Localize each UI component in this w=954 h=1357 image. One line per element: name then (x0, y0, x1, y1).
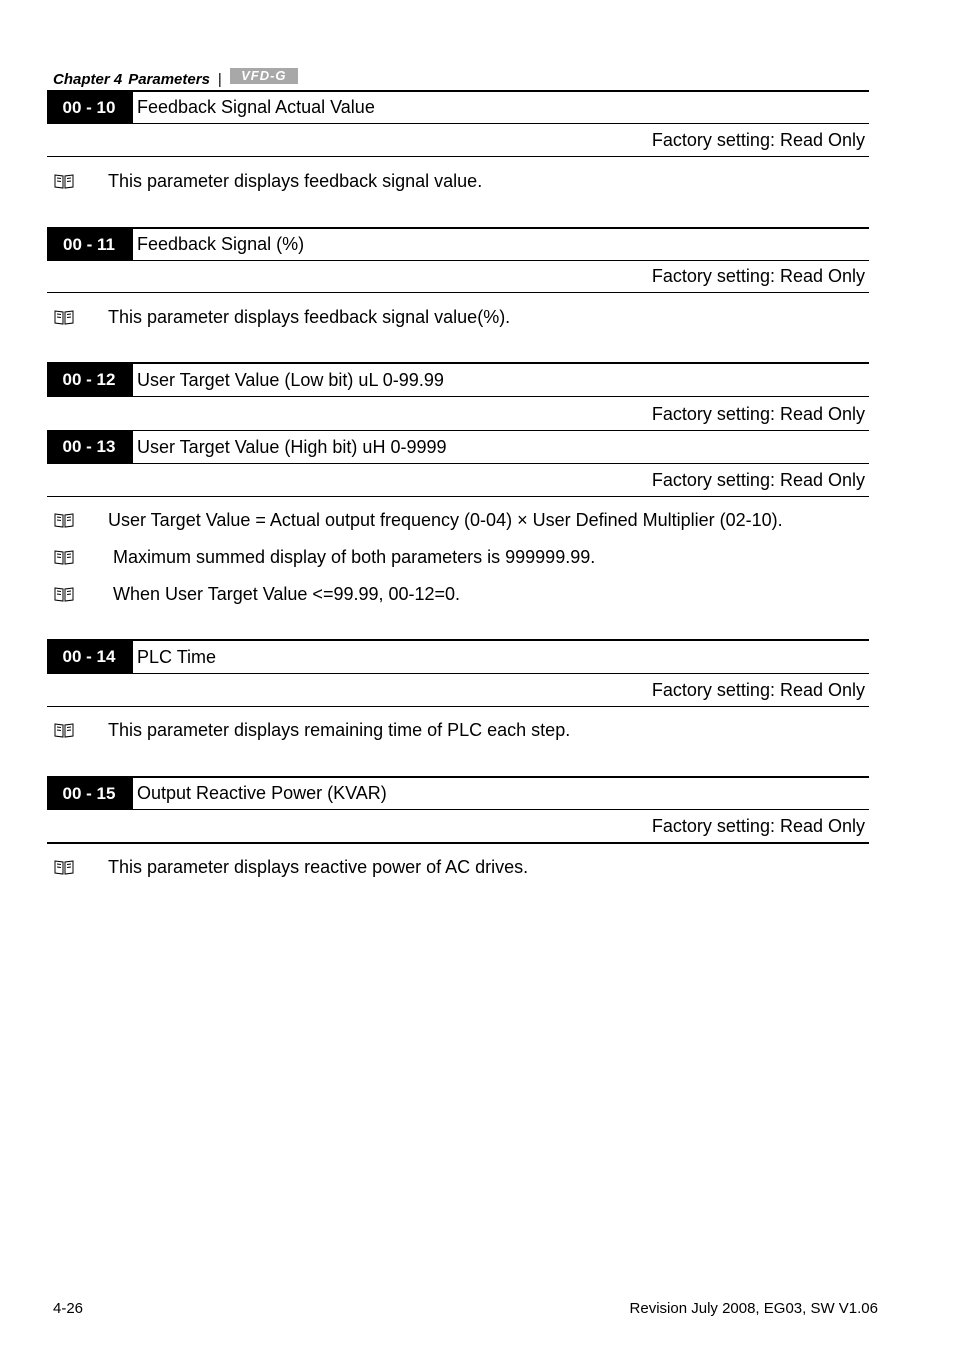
page-number: 4-26 (53, 1300, 84, 1317)
header-separator: | (217, 70, 222, 88)
param-top-rule (47, 639, 869, 641)
factory-setting: Factory setting: Read Only (651, 816, 865, 836)
factory-setting: Factory setting: Read Only (651, 266, 865, 286)
param-title: PLC Time (137, 647, 217, 667)
param-title: Feedback Signal Actual Value (137, 97, 375, 117)
section-label: Parameters (128, 70, 210, 88)
vfd-g-logo: VFD-G (230, 68, 298, 84)
book-icon (54, 173, 74, 189)
chapter-label: Chapter 4 (53, 70, 123, 88)
param-bottom-rule (47, 156, 869, 157)
param-top-rule (47, 90, 869, 92)
param-divider (131, 640, 133, 674)
factory-setting: Factory setting: Read Only (651, 130, 865, 150)
param-divider (131, 228, 133, 261)
note-text: This parameter displays reactive power of AC drives. (108, 857, 529, 877)
book-icon (54, 722, 74, 738)
note-text: This parameter displays feedback signal value(%). (108, 307, 511, 327)
param-id-box: 00 - 13 (47, 430, 131, 463)
param-divider (131, 430, 133, 463)
book-icon (54, 549, 74, 565)
note-text: This parameter displays remaining time of PLC each step. (108, 720, 571, 740)
book-icon (54, 586, 74, 602)
param-divider (131, 363, 133, 397)
param-top-rule (47, 430, 869, 431)
param-bottom-rule (47, 706, 869, 707)
param-mid-rule (47, 673, 869, 674)
book-icon (54, 309, 74, 325)
param-mid-rule (47, 260, 869, 261)
param-top-rule (47, 776, 869, 778)
param-id-box: 00 - 14 (47, 640, 131, 674)
note-text: User Target Value = Actual output frequency (0-04) × User Defined Multiplier (02-10). (108, 510, 783, 530)
param-id-box: 00 - 11 (47, 228, 131, 261)
chapter-header (53, 68, 298, 90)
param-bottom-rule (47, 842, 869, 844)
param-id-box: 00 - 15 (47, 777, 131, 810)
factory-setting: Factory setting: Read Only (651, 404, 865, 424)
param-mid-rule (47, 123, 869, 124)
param-mid-rule (47, 809, 869, 810)
note-text: When User Target Value <=99.99, 00-12=0. (113, 584, 461, 604)
note-text: Maximum summed display of both parameters is 999999.99. (113, 547, 596, 567)
param-title: Output Reactive Power (KVAR) (137, 783, 387, 803)
revision-info: Revision July 2008, EG03, SW V1.06 (629, 1300, 878, 1317)
param-top-rule (47, 362, 869, 364)
param-mid-rule (47, 396, 869, 397)
factory-setting: Factory setting: Read Only (651, 680, 865, 700)
param-top-rule (47, 227, 869, 229)
book-icon (54, 512, 74, 528)
param-title: User Target Value (Low bit) uL 0-99.99 (137, 370, 444, 390)
param-bottom-rule (47, 496, 869, 497)
param-id-box: 00 - 12 (47, 363, 131, 397)
param-bottom-rule (47, 292, 869, 293)
param-divider (131, 91, 133, 124)
param-divider (131, 777, 133, 810)
factory-setting: Factory setting: Read Only (651, 470, 865, 490)
param-title: Feedback Signal (%) (137, 234, 305, 254)
book-icon (54, 859, 74, 875)
param-id-box: 00 - 10 (47, 91, 131, 124)
param-mid-rule (47, 463, 869, 464)
note-text: This parameter displays feedback signal value. (108, 171, 483, 191)
param-title: User Target Value (High bit) uH 0-9999 (137, 437, 447, 457)
